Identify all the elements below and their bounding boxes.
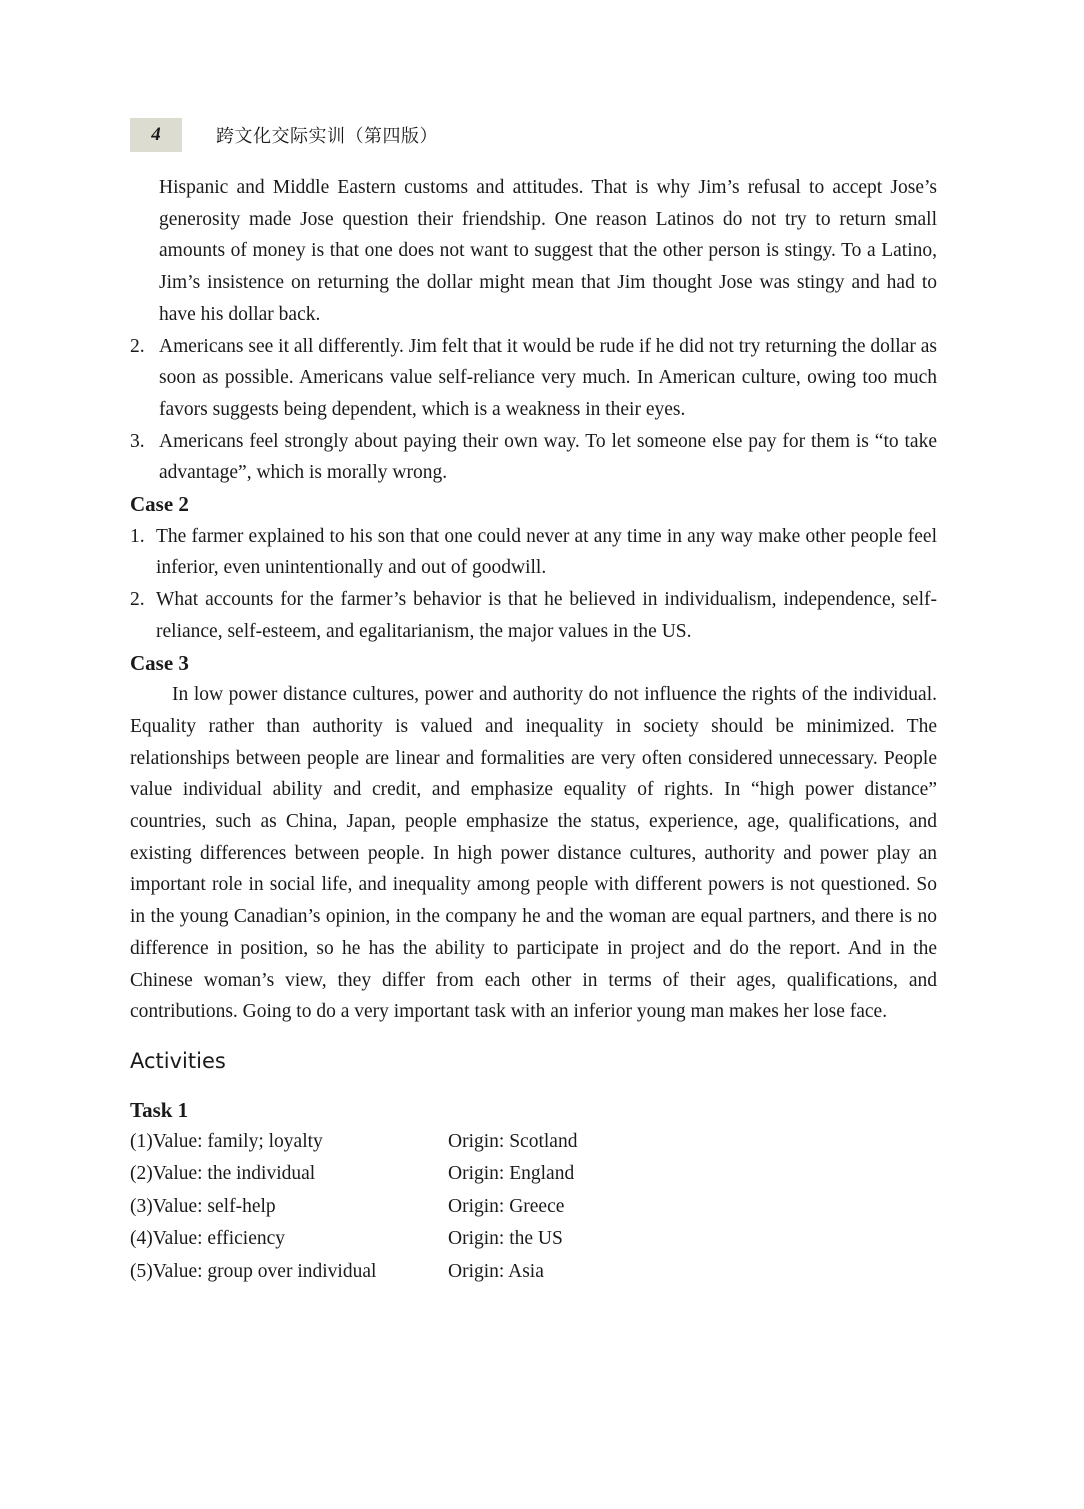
value-row — [130, 1158, 937, 1191]
value-row — [130, 1223, 937, 1256]
book-title: 跨文化交际实训（第四版） — [216, 126, 438, 147]
page-number: 4 — [130, 118, 182, 152]
case3-paragraph: In low power distance cultures, power and authority do not influence the rights of the individual. Equality rather than authority is valued and inequality in society should be minimized. The relationships between people are linear and formalities are very often considered unnecessary. People value individual ability and credit, and emphasize equality of rights. In “high power distance” countries, such as China, Japan, people emphasize the status, experience, age, qualifications, and existing differences between people. In high power distance cultures, authority and power play an important role in social life, and inequality among people with different powers is not questioned. So in the young Canadian’s opinion, in the company he and the woman are equal partners, and there is no difference in position, so he has the ability to participate in project and do the report. And in the Chinese woman’s view, they differ from each other in terms of their ages, qualifications, and contributions. Going to do a very important task with an inferior young man makes her lose face. — [130, 684, 937, 1023]
value-text: (2)Value: the individual — [130, 1163, 316, 1185]
value-text: (5)Value: group over individual — [130, 1260, 377, 1282]
origin-text: Origin: Greece — [448, 1195, 565, 1217]
page-header — [130, 118, 438, 152]
value-text: (1)Value: family; loyalty — [130, 1130, 323, 1152]
value-row — [130, 1126, 937, 1159]
list-number: 2. — [130, 335, 145, 357]
activities-heading: Activities — [130, 1048, 226, 1073]
task1-heading: Task 1 — [130, 1097, 189, 1122]
origin-text: Origin: England — [448, 1163, 575, 1185]
list-item-text: Americans see it all differently. Jim felt that it would be rude if he did not try returning the dollar as soon as possible. Americans value self-reliance very much. In American culture, owing too much favors suggests being dependent, which is a weakness in their eyes. — [159, 335, 937, 420]
case1-continued-paragraph: Hispanic and Middle Eastern customs and attitudes. That is why Jim’s refusal to accept Jose’s generosity made Jose question their friendship. One reason Latinos do not try to return small amounts of money is that one does not want to suggest that the other person is stingy. To a Latino, Jim’s insistence on returning the dollar might mean that Jim thought Jose was stingy and had to have his dollar back. — [159, 177, 937, 325]
origin-text: Origin: Asia — [448, 1260, 544, 1282]
value-text: (4)Value: efficiency — [130, 1228, 286, 1250]
value-row — [130, 1191, 937, 1224]
case2-heading: Case 2 — [130, 492, 189, 517]
origin-text: Origin: Scotland — [448, 1130, 578, 1152]
case1-item-2 — [130, 331, 937, 426]
list-number: 1. — [130, 525, 145, 547]
list-item-text: Americans feel strongly about paying their own way. To let someone else pay for them is “to take advantage”, which is morally wrong. — [159, 430, 937, 484]
value-row — [130, 1256, 937, 1289]
list-item-text: The farmer explained to his son that one could never at any time in any way make other people feel inferior, even unintentionally and out of goodwill. — [156, 525, 937, 579]
list-item-text: What accounts for the farmer’s behavior is that he believed in individualism, independence, self-reliance, self-esteem, and egalitarianism, the major values in the US. — [156, 589, 937, 642]
case1-item-3 — [130, 426, 937, 489]
case3-heading: Case 3 — [130, 650, 189, 675]
case2-item-2 — [130, 584, 937, 647]
list-number: 3. — [130, 430, 145, 452]
case2-item-1 — [130, 521, 937, 584]
origin-text: Origin: the US — [448, 1228, 563, 1250]
page-content — [130, 172, 937, 1288]
list-number: 2. — [130, 589, 145, 611]
value-text: (3)Value: self-help — [130, 1195, 276, 1217]
